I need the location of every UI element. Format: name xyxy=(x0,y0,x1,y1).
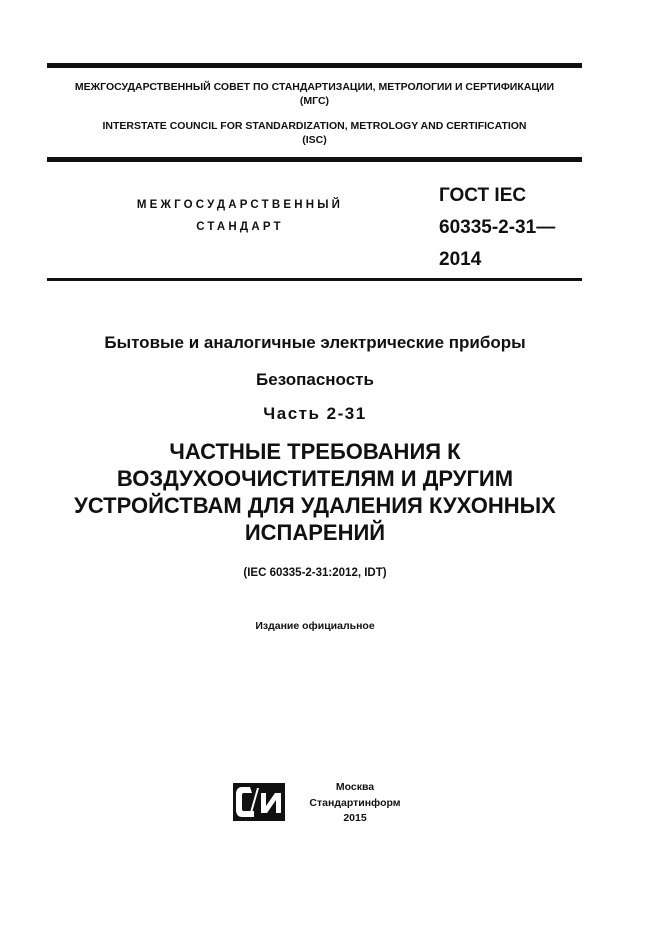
document-part: Часть 2-31 xyxy=(263,404,367,423)
standard-label-line2: СТАНДАРТ xyxy=(196,221,284,233)
gost-code-line2: 60335-2-31— xyxy=(439,217,556,238)
top-rule xyxy=(47,63,582,68)
gost-code-line3: 2014 xyxy=(439,249,482,270)
standard-label-line1: МЕЖГОСУДАРСТВЕННЫЙ xyxy=(136,199,344,211)
heading-line2: ВОЗДУХООЧИСТИТЕЛЯМ И ДРУГИМ xyxy=(116,466,514,491)
document-heading xyxy=(30,438,600,546)
heading-line3: УСТРОЙСТВАМ ДЛЯ УДАЛЕНИЯ КУХОННЫХ xyxy=(74,493,556,518)
publisher-year: 2015 xyxy=(343,812,367,824)
council-en-line2: (ISC) xyxy=(302,134,327,146)
publisher-block xyxy=(305,780,405,827)
edition-note: Издание официальное xyxy=(255,620,375,632)
iec-reference: (IEC 60335-2-31:2012, IDT) xyxy=(243,567,387,579)
publisher-city: Москва xyxy=(335,781,375,793)
council-name-en xyxy=(47,119,582,147)
gost-code xyxy=(439,180,589,276)
gost-code-line1: ГОСТ IEC xyxy=(439,185,527,206)
heading-line1: ЧАСТНЫЕ ТРЕБОВАНИЯ К xyxy=(169,439,461,464)
council-ru-line2: (МГС) xyxy=(299,95,330,107)
document-title: Бытовые и аналогичные электрические приборы xyxy=(104,333,526,352)
council-name-ru xyxy=(47,80,582,108)
council-ru-line1: МЕЖГОСУДАРСТВЕННЫЙ СОВЕТ ПО СТАНДАРТИЗАЦИИ, МЕТРОЛОГИИ И СЕРТИФИКАЦИИ xyxy=(74,81,555,93)
council-en-line1: INTERSTATE COUNCIL FOR STANDARDIZATION, METROLOGY AND CERTIFICATION xyxy=(102,120,527,132)
heading-line4: ИСПАРЕНИЙ xyxy=(244,520,386,545)
middle-rule xyxy=(47,157,582,162)
standartinform-logo-icon xyxy=(232,782,286,822)
publisher-name: Стандартинформ xyxy=(309,796,401,809)
bottom-rule xyxy=(47,278,582,281)
document-subtitle: Безопасность xyxy=(256,370,374,389)
